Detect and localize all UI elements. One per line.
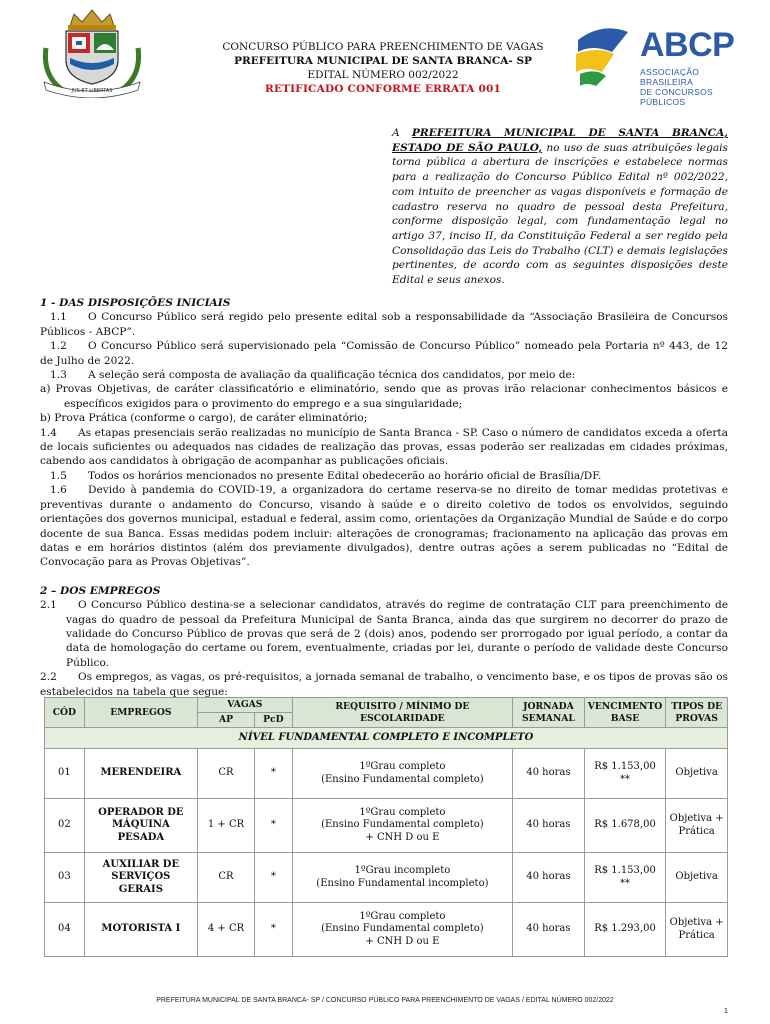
preamble-lead: A <box>392 127 400 139</box>
item-text: O Concurso Público será regido pelo presente edital sob a responsabilidade da “Associação Brasileira de Concursos Públicos - ABCP”. <box>40 311 728 338</box>
cell-requisito <box>292 799 512 853</box>
item-1-3-a: a) Provas Objetivas, de caráter classificatório e eliminatório, sendo que as provas irão relacionar conhecimentos básicos e específicos exigidos para o provimento do emprego e a sua singularidade; <box>40 383 728 410</box>
cell-pcd: * <box>255 799 293 853</box>
venc-value: R$ 1.153,00 <box>594 865 656 876</box>
header-line-2: PREFEITURA MUNICIPAL DE SANTA BRANCA- SP <box>234 55 532 67</box>
cell-ap: CR <box>198 749 255 799</box>
item-text: O Concurso Público será supervisionado pela “Comissão de Concurso Público” nomeado pela Portaria nº 443, de 12 de Julho de 2022. <box>40 340 728 367</box>
crest-motto: JUS ET LIBERTAS <box>71 88 113 94</box>
cell-vencimento <box>584 903 666 957</box>
col-vagas: VAGAS <box>198 698 293 713</box>
preamble-text: no uso de suas atribuições legais torna pública a abertura de inscrições e estabelece normas para a realização do Concurso Público Edital nº 002/2022, com intuito de preencher as vagas disponíveis e formação de cadastro reserva no quadro de pessoal desta Prefeitura, conforme disposição legal, com fundamentação legal no artigo 37, inciso II, da Constituição Federal a ser regido pela Consolidação das Leis do Trabalho (CLT) e demais legislações pertinentes, de acordo com as seguintes disposições deste Edital e seus anexos. <box>392 141 728 287</box>
cell-cod: 01 <box>45 749 85 799</box>
venc-value: R$ 1.153,00 <box>594 761 656 772</box>
req-line: 1ºGrau completo <box>359 806 446 818</box>
col-empregos: EMPREGOS <box>84 698 197 728</box>
item-text: As etapas presenciais serão realizadas no município de Santa Branca - SP. Caso o número de candidatos exceda a oferta de locais suficientes ou adequados nas cidades de realização das provas, essas poderão ser realizadas em cidades próximas, cabendo aos candidatos à obrigação de acompanhar as publicações oficiais. <box>40 426 728 468</box>
cell-jornada: 40 horas <box>513 749 585 799</box>
abcp-logo <box>572 22 752 107</box>
abcp-subtitle-line-1: ASSOCIAÇÃO BRASILEIRA <box>640 67 700 87</box>
cell-emprego: MOTORISTA I <box>84 903 197 957</box>
venc-note: ** <box>620 877 631 889</box>
cell-cod: 03 <box>45 853 85 903</box>
item-1-3 <box>40 368 728 382</box>
jobs-table <box>44 697 728 957</box>
item-text: O Concurso Público destina-se a selecionar candidatos, através do regime de contratação CLT para preenchimento de vagas do quadro de pessoal da Prefeitura Municipal de Santa Branca, ainda das que surgirem no decorrer do prazo de validade do Concurso Público de provas que será de 2 (dois) anos, podendo ser prorrogado por igual período, a contar da data de homologação do certame ou forem, eventualmente, criadas por lei, durante o período de validade deste Concurso Público. <box>66 599 728 669</box>
item-text: Todos os horários mencionados no presente Edital obedecerão ao horário oficial de Brasília/DF. <box>88 469 602 482</box>
req-line: + CNH D ou E <box>365 831 440 843</box>
abcp-emblem-icon <box>572 22 636 88</box>
cell-jornada: 40 horas <box>513 903 585 957</box>
req-line: 1ºGrau completo <box>359 910 446 922</box>
req-line: (Ensino Fundamental completo) <box>321 819 484 831</box>
cell-tipo: Objetiva + Prática <box>666 799 728 853</box>
item-2-2 <box>40 670 728 699</box>
cell-ap: 1 + CR <box>198 799 255 853</box>
cell-pcd: * <box>255 749 293 799</box>
edital-body <box>40 296 728 699</box>
item-number: 1.5 <box>50 469 67 482</box>
abcp-logo-name: ABCP <box>640 26 735 64</box>
document-header <box>200 40 566 96</box>
req-line: (Ensino Fundamental completo) <box>321 923 484 935</box>
venc-value: R$ 1.678,00 <box>594 819 656 831</box>
venc-note: ** <box>620 773 631 785</box>
cell-requisito <box>292 853 512 903</box>
page-footer: PREFEITURA MUNICIPAL DE SANTA BRANCA- SP / CONCURSO PÚBLICO PARA PREENCHIMENTO DE VAGAS / EDITAL NÚMERO 002/2022 <box>156 997 614 1004</box>
preamble-entity: PREFEITURA MUNICIPAL DE SANTA BRANCA, ESTADO DE SÃO PAULO, <box>392 127 728 154</box>
item-1-4 <box>40 426 728 469</box>
item-number: 1.1 <box>50 311 67 324</box>
cell-emprego: MERENDEIRA <box>84 749 197 799</box>
req-line: (Ensino Fundamental incompleto) <box>316 877 489 889</box>
header-line-1: CONCURSO PÚBLICO PARA PREENCHIMENTO DE VAGAS <box>222 41 544 53</box>
cell-requisito <box>292 749 512 799</box>
table-row <box>45 749 728 799</box>
col-cod: CÓD <box>45 698 85 728</box>
item-2-1 <box>40 598 728 670</box>
cell-requisito <box>292 903 512 957</box>
req-line: 1ºGrau completo <box>359 761 446 772</box>
group-label: NÍVEL FUNDAMENTAL COMPLETO E INCOMPLETO <box>45 728 728 749</box>
item-number: 1.3 <box>50 369 67 382</box>
abcp-logo-subtitle <box>640 67 752 107</box>
venc-value: R$ 1.293,00 <box>594 923 656 935</box>
item-number: 1.6 <box>50 484 67 497</box>
cell-emprego: OPERADOR DE MÁQUINA PESADA <box>84 799 197 853</box>
municipal-crest-logo <box>38 8 146 98</box>
item-1-6 <box>40 483 728 569</box>
table-group-row <box>45 728 728 749</box>
cell-cod: 04 <box>45 903 85 957</box>
req-line: 1ºGrau incompleto <box>354 865 451 876</box>
col-vencimento: VENCIMENTO BASE <box>584 698 666 728</box>
header-errata-notice: RETIFICADO CONFORME ERRATA 001 <box>265 83 501 95</box>
item-1-1 <box>40 310 728 339</box>
req-line: + CNH D ou E <box>365 935 440 947</box>
col-tipos: TIPOS DE PROVAS <box>666 698 728 728</box>
item-number: 2.2 <box>40 671 57 684</box>
cell-vencimento <box>584 853 666 903</box>
item-1-2 <box>40 339 728 368</box>
table-row <box>45 799 728 853</box>
item-text: Os empregos, as vagas, os pré-requisitos, a jornada semanal de trabalho, o vencimento base, e os tipos de provas são os estabelecidos na tabela que segue: <box>40 671 728 698</box>
cell-emprego: AUXILIAR DE SERVIÇOS GERAIS <box>84 853 197 903</box>
section-2-title: 2 – DOS EMPREGOS <box>40 584 161 597</box>
abcp-subtitle-line-2: DE CONCURSOS PÚBLICOS <box>640 87 714 107</box>
cell-jornada: 40 horas <box>513 853 585 903</box>
table-row <box>45 903 728 957</box>
cell-vencimento <box>584 799 666 853</box>
item-1-5 <box>40 469 728 483</box>
table-row <box>45 853 728 903</box>
cell-tipo: Objetiva <box>666 749 728 799</box>
cell-tipo: Objetiva + Prática <box>666 903 728 957</box>
item-1-3-b: b) Prova Prática (conforme o cargo), de caráter eliminatório; <box>40 412 368 425</box>
header-line-3: EDITAL NÚMERO 002/2022 <box>307 69 459 81</box>
cell-tipo: Objetiva <box>666 853 728 903</box>
edital-preamble <box>392 126 728 288</box>
item-number: 2.1 <box>40 599 57 612</box>
cell-pcd: * <box>255 853 293 903</box>
cell-vencimento <box>584 749 666 799</box>
item-number: 1.2 <box>50 340 67 353</box>
col-requisito: REQUISITO / MÍNIMO DE ESCOLARIDADE <box>292 698 512 728</box>
item-text: Devido à pandemia do COVID-19, a organizadora do certame reserva-se no direito de tomar medidas protetivas e preventivas durante o andamento do Concurso, visando à saúde e o direito coletivo de todos os envolvidos, seguindo orientações dos governos municipal, estadual e federal, assim como, orientações da Organização Mundial de Saúde e do corpo docente de sua Banca. Essas medidas podem incluir: alterações de cronogramas; fracionamento na aplicação das provas em datas e em horários distintos (além dos previamente divulgados), dentre outras ações a serem publicadas no “Edital de Convocação para as Provas Objetivas”. <box>40 484 728 569</box>
cell-pcd: * <box>255 903 293 957</box>
col-ap: AP <box>198 713 255 728</box>
section-1-title: 1 - DAS DISPOSIÇÕES INICIAIS <box>40 297 231 309</box>
req-line: (Ensino Fundamental completo) <box>321 773 484 785</box>
table-header-row <box>45 698 728 713</box>
item-number: 1.4 <box>40 426 57 439</box>
col-pcd: PcD <box>255 713 293 728</box>
cell-ap: CR <box>198 853 255 903</box>
col-jornada: JORNADA SEMANAL <box>513 698 585 728</box>
cell-jornada: 40 horas <box>513 799 585 853</box>
item-text: A seleção será composta de avaliação da qualificação técnica dos candidatos, por meio de: <box>88 369 576 382</box>
page-number: 1 <box>724 1008 728 1015</box>
cell-cod: 02 <box>45 799 85 853</box>
cell-ap: 4 + CR <box>198 903 255 957</box>
